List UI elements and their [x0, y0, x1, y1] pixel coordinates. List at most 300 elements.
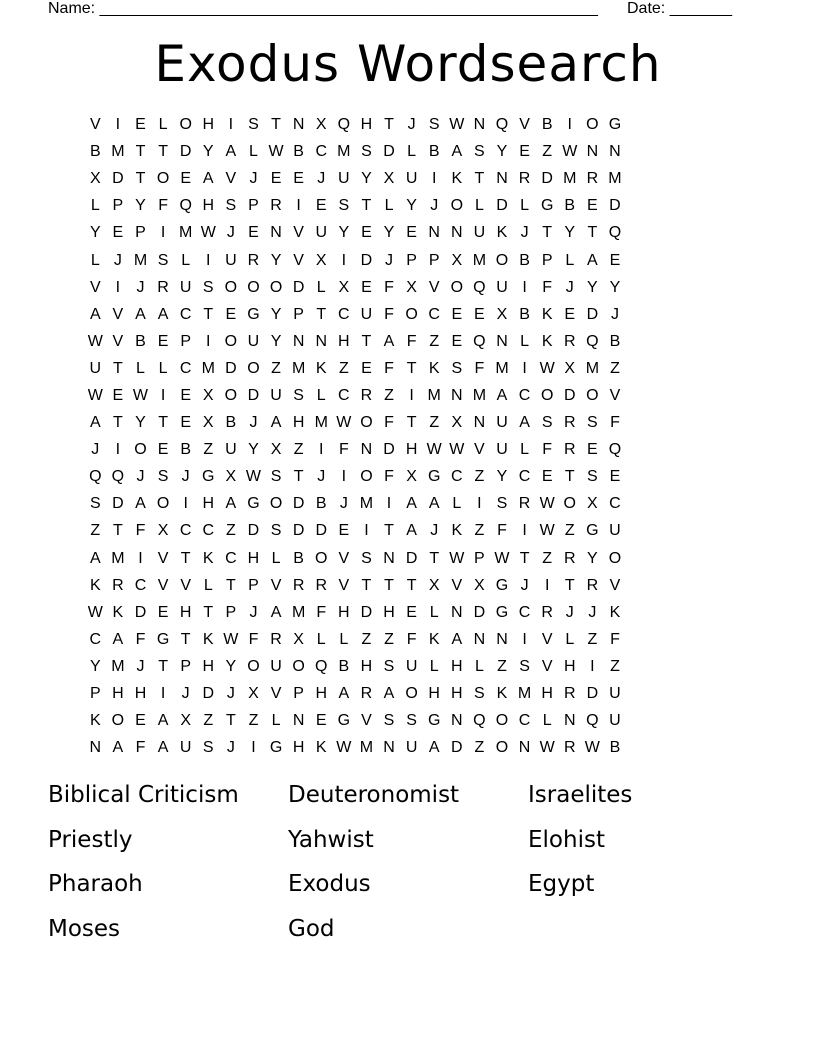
grid-letter[interactable]: W: [87, 386, 103, 404]
grid-letter[interactable]: E: [248, 224, 259, 242]
grid-letter[interactable]: S: [541, 414, 553, 432]
grid-letter[interactable]: Q: [89, 468, 102, 486]
grid-letter[interactable]: T: [406, 359, 417, 377]
grid-letter[interactable]: F: [610, 414, 620, 432]
grid-letter[interactable]: U: [89, 359, 102, 377]
grid-letter[interactable]: E: [609, 468, 621, 486]
grid-letter[interactable]: J: [136, 468, 145, 486]
grid-letter[interactable]: O: [495, 739, 509, 757]
grid-letter[interactable]: L: [158, 116, 168, 134]
grid-letter[interactable]: W: [539, 522, 555, 540]
grid-letter[interactable]: T: [225, 712, 236, 730]
grid-letter[interactable]: T: [406, 414, 417, 432]
grid-letter[interactable]: A: [112, 739, 124, 757]
grid-letter[interactable]: P: [474, 549, 485, 567]
grid-letter[interactable]: H: [541, 685, 553, 703]
grid-letter[interactable]: Y: [496, 143, 508, 161]
grid-letter[interactable]: I: [296, 197, 301, 215]
grid-letter[interactable]: Z: [564, 522, 575, 540]
grid-letter[interactable]: A: [89, 414, 101, 432]
grid-letter[interactable]: M: [291, 359, 306, 377]
grid-letter[interactable]: B: [315, 495, 327, 513]
grid-letter[interactable]: L: [203, 576, 213, 594]
grid-letter[interactable]: A: [89, 305, 101, 323]
grid-letter[interactable]: J: [430, 522, 439, 540]
grid-letter[interactable]: G: [427, 712, 441, 730]
grid-letter[interactable]: K: [496, 224, 508, 242]
grid-letter[interactable]: L: [90, 197, 100, 215]
grid-letter[interactable]: X: [587, 495, 598, 513]
grid-letter[interactable]: P: [135, 224, 146, 242]
grid-letter[interactable]: U: [405, 170, 418, 188]
grid-letter[interactable]: Z: [542, 549, 553, 567]
grid-letter[interactable]: P: [406, 251, 417, 269]
grid-letter[interactable]: H: [360, 116, 373, 134]
grid-letter[interactable]: Y: [225, 657, 237, 675]
grid-letter[interactable]: Z: [361, 630, 372, 648]
grid-letter[interactable]: O: [134, 441, 147, 459]
name-blank[interactable]: ________________________________________________________: [99, 0, 598, 17]
grid-letter[interactable]: E: [135, 712, 146, 730]
grid-letter[interactable]: S: [157, 251, 169, 269]
grid-letter[interactable]: I: [160, 386, 166, 404]
grid-letter[interactable]: H: [247, 549, 260, 567]
grid-letter[interactable]: A: [202, 170, 214, 188]
grid-letter[interactable]: Z: [542, 143, 553, 161]
grid-letter[interactable]: R: [586, 576, 599, 594]
grid-letter[interactable]: U: [473, 224, 486, 242]
grid-letter[interactable]: E: [112, 386, 124, 404]
grid-letter[interactable]: X: [406, 278, 417, 296]
grid-letter[interactable]: N: [360, 441, 373, 459]
grid-letter[interactable]: S: [361, 143, 372, 161]
grid-letter[interactable]: A: [406, 522, 417, 540]
grid-letter[interactable]: A: [451, 630, 463, 648]
grid-letter[interactable]: F: [316, 603, 327, 621]
grid-letter[interactable]: W: [336, 414, 352, 432]
grid-letter[interactable]: H: [451, 657, 463, 675]
grid-letter[interactable]: Y: [406, 197, 417, 215]
grid-letter[interactable]: A: [225, 495, 237, 513]
grid-letter[interactable]: B: [519, 251, 530, 269]
grid-letter[interactable]: R: [518, 170, 531, 188]
grid-letter[interactable]: Z: [203, 712, 214, 730]
grid-letter[interactable]: U: [405, 657, 418, 675]
grid-letter[interactable]: J: [520, 224, 529, 242]
grid-letter[interactable]: O: [450, 197, 464, 215]
grid-letter[interactable]: U: [609, 685, 621, 703]
grid-letter[interactable]: G: [427, 468, 441, 486]
grid-letter[interactable]: D: [473, 603, 486, 621]
grid-letter[interactable]: T: [203, 603, 214, 621]
grid-letter[interactable]: D: [586, 305, 599, 323]
grid-letter[interactable]: K: [202, 549, 214, 567]
grid-letter[interactable]: K: [541, 332, 553, 350]
grid-letter[interactable]: P: [225, 603, 237, 621]
grid-letter[interactable]: E: [361, 224, 372, 242]
grid-letter[interactable]: W: [200, 224, 216, 242]
grid-letter[interactable]: Y: [270, 332, 282, 350]
grid-letter[interactable]: Z: [293, 441, 304, 459]
grid-letter[interactable]: W: [494, 549, 510, 567]
grid-letter[interactable]: H: [451, 685, 463, 703]
grid-letter[interactable]: L: [316, 630, 326, 648]
grid-letter[interactable]: B: [609, 739, 621, 757]
grid-letter[interactable]: R: [586, 170, 599, 188]
grid-letter[interactable]: T: [564, 576, 575, 594]
grid-letter[interactable]: X: [180, 712, 191, 730]
grid-letter[interactable]: D: [292, 522, 305, 540]
grid-letter[interactable]: O: [111, 712, 125, 730]
grid-letter[interactable]: N: [292, 116, 305, 134]
grid-letter[interactable]: D: [112, 495, 124, 513]
grid-letter[interactable]: L: [90, 251, 100, 269]
grid-letter[interactable]: L: [474, 197, 484, 215]
grid-letter[interactable]: Q: [473, 712, 486, 730]
grid-letter[interactable]: Z: [338, 359, 349, 377]
grid-letter[interactable]: U: [270, 386, 282, 404]
grid-letter[interactable]: E: [157, 441, 169, 459]
grid-letter[interactable]: J: [181, 468, 190, 486]
grid-letter[interactable]: W: [132, 386, 149, 404]
grid-letter[interactable]: Y: [338, 224, 350, 242]
grid-letter[interactable]: T: [361, 332, 372, 350]
grid-letter[interactable]: W: [87, 603, 103, 621]
grid-letter[interactable]: H: [563, 657, 576, 675]
grid-letter[interactable]: D: [360, 251, 373, 269]
grid-letter[interactable]: D: [451, 739, 463, 757]
grid-letter[interactable]: D: [225, 359, 237, 377]
grid-letter[interactable]: I: [228, 116, 234, 134]
grid-letter[interactable]: J: [610, 305, 619, 323]
grid-letter[interactable]: L: [271, 712, 281, 730]
grid-letter[interactable]: C: [338, 386, 350, 404]
grid-letter[interactable]: W: [449, 116, 465, 134]
grid-letter[interactable]: H: [338, 332, 350, 350]
grid-letter[interactable]: I: [115, 116, 121, 134]
grid-letter[interactable]: X: [428, 576, 440, 594]
grid-letter[interactable]: T: [361, 576, 372, 594]
grid-letter[interactable]: E: [338, 522, 350, 540]
grid-letter[interactable]: R: [247, 251, 260, 269]
grid-letter[interactable]: W: [584, 739, 600, 757]
grid-letter[interactable]: T: [113, 359, 123, 377]
grid-letter[interactable]: Y: [383, 224, 395, 242]
grid-letter[interactable]: V: [541, 630, 553, 648]
grid-letter[interactable]: O: [269, 495, 283, 513]
grid-letter[interactable]: T: [564, 468, 575, 486]
grid-letter[interactable]: X: [270, 441, 282, 459]
grid-letter[interactable]: A: [157, 712, 169, 730]
grid-letter[interactable]: O: [179, 116, 192, 134]
grid-letter[interactable]: B: [135, 332, 146, 350]
grid-letter[interactable]: V: [157, 576, 169, 594]
grid-letter[interactable]: I: [115, 441, 121, 459]
grid-letter[interactable]: I: [590, 657, 595, 675]
grid-letter[interactable]: M: [472, 386, 487, 404]
grid-letter[interactable]: P: [428, 251, 440, 269]
grid-letter[interactable]: Q: [337, 116, 351, 134]
grid-letter[interactable]: M: [179, 224, 193, 242]
grid-letter[interactable]: I: [431, 170, 437, 188]
grid-letter[interactable]: J: [249, 170, 258, 188]
grid-letter[interactable]: A: [338, 685, 350, 703]
grid-letter[interactable]: H: [202, 657, 215, 675]
grid-letter[interactable]: H: [338, 603, 350, 621]
grid-letter[interactable]: N: [292, 332, 305, 350]
grid-letter[interactable]: P: [248, 197, 259, 215]
grid-letter[interactable]: U: [225, 441, 237, 459]
grid-letter[interactable]: R: [315, 576, 328, 594]
grid-letter[interactable]: Z: [474, 522, 485, 540]
grid-letter[interactable]: F: [406, 630, 417, 648]
grid-letter[interactable]: L: [339, 630, 349, 648]
grid-letter[interactable]: E: [225, 305, 237, 323]
grid-letter[interactable]: S: [293, 386, 304, 404]
grid-letter[interactable]: L: [249, 143, 258, 161]
grid-letter[interactable]: V: [112, 332, 124, 350]
grid-letter[interactable]: O: [360, 468, 373, 486]
grid-letter[interactable]: I: [138, 549, 143, 567]
grid-letter[interactable]: A: [135, 495, 146, 513]
grid-letter[interactable]: T: [113, 414, 123, 432]
grid-letter[interactable]: F: [338, 441, 349, 459]
grid-letter[interactable]: G: [495, 603, 509, 621]
grid-letter[interactable]: T: [384, 116, 394, 134]
grid-letter[interactable]: M: [427, 386, 441, 404]
grid-letter[interactable]: B: [609, 332, 621, 350]
grid-letter[interactable]: D: [609, 197, 621, 215]
grid-letter[interactable]: L: [520, 197, 530, 215]
grid-letter[interactable]: J: [588, 603, 597, 621]
grid-letter[interactable]: L: [316, 386, 326, 404]
grid-letter[interactable]: F: [542, 441, 553, 459]
grid-letter[interactable]: K: [315, 359, 327, 377]
grid-letter[interactable]: O: [586, 116, 599, 134]
grid-letter[interactable]: L: [565, 630, 575, 648]
grid-letter[interactable]: V: [338, 549, 350, 567]
grid-letter[interactable]: V: [270, 685, 282, 703]
grid-letter[interactable]: C: [518, 603, 531, 621]
grid-letter[interactable]: E: [564, 305, 576, 323]
grid-letter[interactable]: C: [518, 386, 531, 404]
grid-letter[interactable]: Y: [202, 143, 214, 161]
grid-letter[interactable]: H: [360, 657, 373, 675]
grid-letter[interactable]: E: [315, 197, 327, 215]
grid-letter[interactable]: M: [472, 251, 487, 269]
grid-letter[interactable]: A: [496, 386, 508, 404]
grid-letter[interactable]: Y: [361, 170, 372, 188]
grid-letter[interactable]: A: [519, 414, 530, 432]
grid-letter[interactable]: N: [563, 712, 576, 730]
grid-letter[interactable]: I: [160, 224, 166, 242]
grid-letter[interactable]: Z: [497, 657, 507, 675]
grid-letter[interactable]: Y: [564, 224, 576, 242]
grid-letter[interactable]: M: [608, 170, 622, 188]
grid-letter[interactable]: N: [383, 549, 395, 567]
grid-letter[interactable]: A: [406, 495, 417, 513]
grid-letter[interactable]: E: [609, 251, 621, 269]
grid-letter[interactable]: M: [359, 495, 374, 513]
grid-letter[interactable]: D: [496, 197, 508, 215]
grid-letter[interactable]: K: [89, 576, 101, 594]
grid-letter[interactable]: M: [337, 143, 351, 161]
grid-letter[interactable]: V: [428, 278, 440, 296]
grid-letter[interactable]: Y: [89, 657, 101, 675]
grid-letter[interactable]: F: [497, 522, 507, 540]
grid-letter[interactable]: C: [179, 305, 192, 323]
grid-letter[interactable]: N: [518, 739, 531, 757]
grid-letter[interactable]: F: [135, 522, 146, 540]
grid-letter[interactable]: L: [271, 549, 281, 567]
grid-letter[interactable]: O: [247, 657, 260, 675]
grid-letter[interactable]: C: [179, 522, 192, 540]
grid-letter[interactable]: I: [206, 251, 211, 269]
grid-letter[interactable]: G: [269, 739, 283, 757]
grid-letter[interactable]: W: [245, 468, 261, 486]
grid-letter[interactable]: D: [541, 170, 553, 188]
grid-letter[interactable]: U: [179, 739, 192, 757]
grid-letter[interactable]: E: [157, 603, 169, 621]
grid-letter[interactable]: U: [496, 278, 508, 296]
grid-letter[interactable]: L: [158, 359, 168, 377]
grid-letter[interactable]: T: [135, 143, 146, 161]
grid-letter[interactable]: N: [383, 739, 395, 757]
grid-letter[interactable]: L: [520, 441, 530, 459]
grid-letter[interactable]: O: [247, 359, 260, 377]
grid-letter[interactable]: A: [135, 305, 146, 323]
grid-letter[interactable]: E: [361, 359, 372, 377]
grid-letter[interactable]: D: [292, 495, 305, 513]
grid-letter[interactable]: I: [251, 739, 256, 757]
grid-letter[interactable]: U: [179, 278, 192, 296]
grid-letter[interactable]: F: [610, 630, 620, 648]
grid-letter[interactable]: Y: [270, 305, 282, 323]
grid-letter[interactable]: A: [587, 251, 598, 269]
grid-letter[interactable]: L: [429, 657, 439, 675]
grid-letter[interactable]: E: [451, 332, 463, 350]
grid-letter[interactable]: S: [202, 278, 214, 296]
grid-letter[interactable]: X: [338, 278, 350, 296]
grid-letter[interactable]: C: [315, 143, 328, 161]
grid-letter[interactable]: O: [224, 278, 238, 296]
grid-letter[interactable]: X: [248, 685, 259, 703]
grid-letter[interactable]: P: [541, 251, 553, 269]
grid-letter[interactable]: M: [111, 549, 125, 567]
grid-letter[interactable]: F: [248, 630, 259, 648]
grid-letter[interactable]: W: [223, 630, 239, 648]
grid-letter[interactable]: L: [407, 143, 417, 161]
grid-letter[interactable]: L: [429, 603, 439, 621]
grid-letter[interactable]: T: [542, 224, 553, 242]
grid-letter[interactable]: X: [564, 359, 576, 377]
grid-letter[interactable]: O: [247, 278, 260, 296]
grid-letter[interactable]: E: [519, 143, 530, 161]
grid-letter[interactable]: Z: [474, 739, 485, 757]
grid-letter[interactable]: S: [428, 116, 440, 134]
grid-letter[interactable]: L: [565, 251, 575, 269]
grid-letter[interactable]: Z: [610, 657, 620, 675]
grid-letter[interactable]: J: [249, 603, 258, 621]
grid-letter[interactable]: B: [564, 197, 576, 215]
grid-letter[interactable]: M: [133, 251, 148, 269]
grid-letter[interactable]: F: [384, 414, 394, 432]
grid-letter[interactable]: V: [361, 712, 372, 730]
grid-letter[interactable]: P: [248, 576, 259, 594]
grid-letter[interactable]: I: [341, 251, 347, 269]
grid-letter[interactable]: N: [451, 386, 463, 404]
grid-letter[interactable]: D: [134, 603, 147, 621]
grid-letter[interactable]: F: [542, 278, 553, 296]
grid-letter[interactable]: V: [293, 224, 304, 242]
grid-letter[interactable]: O: [495, 251, 509, 269]
grid-letter[interactable]: C: [134, 576, 147, 594]
grid-letter[interactable]: X: [293, 630, 304, 648]
grid-letter[interactable]: H: [292, 739, 305, 757]
grid-letter[interactable]: O: [224, 332, 238, 350]
grid-letter[interactable]: E: [180, 170, 191, 188]
grid-letter[interactable]: Y: [248, 441, 259, 459]
grid-letter[interactable]: V: [157, 549, 169, 567]
grid-letter[interactable]: M: [517, 685, 532, 703]
grid-letter[interactable]: V: [474, 441, 485, 459]
grid-letter[interactable]: E: [451, 305, 463, 323]
grid-letter[interactable]: W: [539, 495, 555, 513]
grid-letter[interactable]: Q: [608, 224, 622, 242]
grid-letter[interactable]: S: [270, 468, 282, 486]
grid-letter[interactable]: K: [315, 739, 327, 757]
grid-letter[interactable]: J: [91, 441, 100, 459]
grid-letter[interactable]: M: [111, 143, 125, 161]
grid-letter[interactable]: V: [89, 278, 101, 296]
grid-letter[interactable]: D: [247, 522, 260, 540]
grid-letter[interactable]: J: [339, 495, 348, 513]
grid-letter[interactable]: E: [474, 305, 485, 323]
grid-letter[interactable]: S: [338, 197, 350, 215]
grid-letter[interactable]: H: [428, 685, 440, 703]
grid-letter[interactable]: P: [89, 685, 101, 703]
grid-letter[interactable]: T: [519, 549, 530, 567]
grid-letter[interactable]: J: [565, 603, 574, 621]
grid-letter[interactable]: V: [180, 576, 191, 594]
grid-letter[interactable]: L: [520, 332, 530, 350]
grid-letter[interactable]: U: [496, 441, 508, 459]
grid-letter[interactable]: B: [225, 414, 237, 432]
grid-letter[interactable]: B: [180, 441, 191, 459]
grid-letter[interactable]: D: [360, 603, 373, 621]
grid-letter[interactable]: T: [180, 630, 191, 648]
grid-letter[interactable]: E: [406, 224, 417, 242]
grid-letter[interactable]: N: [473, 630, 486, 648]
grid-letter[interactable]: T: [113, 522, 123, 540]
grid-letter[interactable]: B: [428, 143, 440, 161]
grid-letter[interactable]: X: [406, 468, 417, 486]
grid-letter[interactable]: W: [336, 739, 352, 757]
grid-letter[interactable]: K: [609, 603, 621, 621]
grid-letter[interactable]: D: [292, 278, 305, 296]
grid-letter[interactable]: S: [248, 116, 259, 134]
grid-letter[interactable]: J: [317, 170, 326, 188]
grid-letter[interactable]: E: [135, 116, 146, 134]
grid-letter[interactable]: I: [386, 495, 392, 513]
grid-letter[interactable]: K: [428, 630, 440, 648]
grid-letter[interactable]: U: [315, 224, 328, 242]
grid-letter[interactable]: Z: [610, 359, 620, 377]
grid-letter[interactable]: B: [338, 657, 350, 675]
grid-letter[interactable]: T: [180, 549, 191, 567]
grid-letter[interactable]: W: [449, 549, 465, 567]
grid-letter[interactable]: Z: [429, 332, 440, 350]
